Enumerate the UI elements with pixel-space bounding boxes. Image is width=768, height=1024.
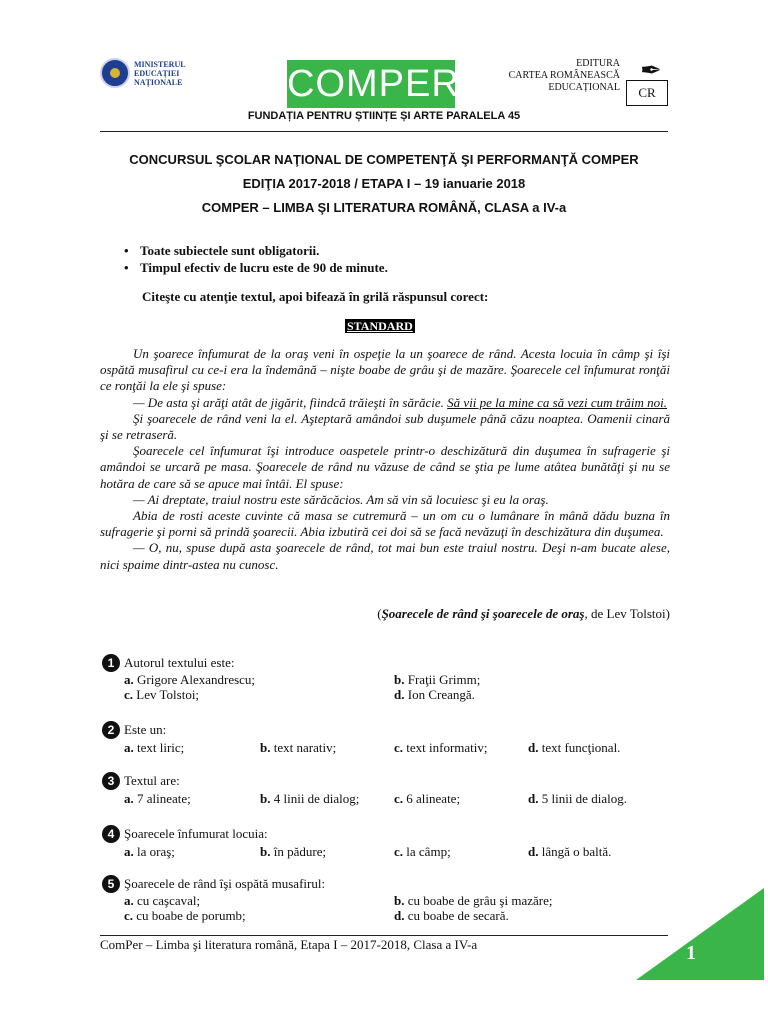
question-1 xyxy=(102,654,662,702)
question-4 xyxy=(102,825,662,859)
question-number-badge: 2 xyxy=(102,721,120,739)
answer-option-a[interactable]: a. 7 alineate; xyxy=(124,791,191,806)
page-corner-triangle xyxy=(636,888,764,980)
story-paragraph: — De asta şi arăţi atât de jigărit, fiindcă trăieşti în sărăcie. Să vii pe la mine ca să vezi cum trăim noi. xyxy=(133,394,668,410)
ministry-name: MINISTERUL EDUCAȚIEI NAȚIONALE xyxy=(134,59,186,87)
answer-option-b[interactable]: b. Fraţii Grimm; xyxy=(394,672,481,687)
story-paragraph: — O, nu, spuse după asta şoarecele de rând, tot mai bun este traiul nostru. Deşi n-am bucate alese, nici spaime dintr-astea nu cunosc. xyxy=(100,540,670,572)
question-text: Şoarecele de rând îşi ospătă musafirul: xyxy=(124,876,326,891)
question-number-badge: 5 xyxy=(102,875,120,893)
answer-option-b[interactable]: b. 4 linii de dialog; xyxy=(260,791,360,806)
story-paragraph: — Ai dreptate, traiul nostru este sărăcăcios. Am să vin să locuiesc şi eu la oraş. xyxy=(133,491,549,507)
edition-title: EDIŢIA 2017-2018 / ETAPA I – 19 ianuarie 2018 xyxy=(242,176,526,191)
story-paragraph: Abia de rosti aceste cuvinte că masa se cutremură – un om cu o lumânare în mână dădu buzna în sufragerie şi porni să prindă şoarecii. Abia izbutiră cei doi să se facă nevăzuţi în deschizătura din duşumea. xyxy=(100,508,670,540)
story-paragraph: Un şoarece înfumurat de la oraş veni în ospeţie la un şoarece de rând. Acesta locuia în câmp şi îşi ospătă musafirul cu ce-i era la îndemână – nişte boabe de grâu şi de mazăre. Şoarecele cel înfumurat ronţăi ce ronţăi la ele şi spuse: xyxy=(100,346,670,394)
footer-text: ComPer – Limba şi literatura română, Etapa I – 2017-2018, Clasa a IV-a xyxy=(100,937,478,952)
answer-option-a[interactable]: a. cu caşcaval; xyxy=(124,893,201,908)
question-text: Autorul textului este: xyxy=(124,655,235,670)
ministry-seal-icon xyxy=(100,58,130,88)
ministry-logo xyxy=(100,58,214,88)
publisher-line-3: EDUCAȚIONAL xyxy=(548,82,620,93)
answer-option-a[interactable]: a. la oraş; xyxy=(124,844,175,859)
question-text: Şoarecele înfumurat locuia: xyxy=(124,826,268,841)
comper-logo xyxy=(287,60,460,108)
rule-item: • Timpul efectiv de lucru este de 90 de minute. xyxy=(124,259,388,276)
answer-option-b[interactable]: b. text narativ; xyxy=(260,740,337,755)
rules-list xyxy=(124,242,388,276)
comper-logo-text: COMPER xyxy=(287,63,460,105)
story-paragraph: Şoarecele cel înfumurat îşi introduce oaspetele printr-o deschizătură din duşumea în sufragerie şi amândoi se urcară pe masa. Şoarecele de rând nu văzuse de când se ştia pe lume atâtea bunătăţi şi nu se hotăra de care să se apuce mai întâi. El spuse: xyxy=(100,443,670,491)
source-title: Şoarecele de rând şi şoarecele de oraş xyxy=(381,606,585,621)
level-label: STANDARD xyxy=(347,319,413,333)
header-divider xyxy=(100,131,668,132)
publisher-line-2: CARTEA ROMÂNEASCĂ xyxy=(508,70,620,81)
underlined-phrase: Să vii pe la mine ca să vezi cum trăim noi. xyxy=(447,394,668,410)
answer-option-c[interactable]: c. text informativ; xyxy=(394,740,488,755)
answer-option-d[interactable]: d. text funcţional. xyxy=(528,740,621,755)
contest-title: CONCURSUL ŞCOLAR NAŢIONAL DE COMPETENŢĂ ŞI PERFORMANŢĂ COMPER xyxy=(129,152,639,167)
answer-option-d[interactable]: d. Ion Creangă. xyxy=(394,687,475,702)
answer-option-a[interactable]: a. Grigore Alexandrescu; xyxy=(124,672,256,687)
question-text: Este un: xyxy=(124,722,167,737)
question-2 xyxy=(102,721,662,755)
story-source: (Şoarecele de rând şi şoarecele de oraş, de Lev Tolstoi) xyxy=(377,606,670,621)
publisher-logo xyxy=(626,56,668,104)
answer-option-b[interactable]: b. în pădure; xyxy=(260,844,327,859)
subject-title: COMPER – LIMBA ŞI LITERATURA ROMÂNĂ, CLASA a IV-a xyxy=(201,200,567,215)
question-text: Textul are: xyxy=(124,773,180,788)
answer-option-c[interactable]: c. 6 alineate; xyxy=(394,791,461,806)
publisher-mark: CR xyxy=(626,80,668,106)
question-3 xyxy=(102,772,662,806)
question-number-badge: 3 xyxy=(102,772,120,790)
answer-option-b[interactable]: b. cu boabe de grâu şi mazăre; xyxy=(394,893,553,908)
story-text xyxy=(100,346,670,573)
answer-option-d[interactable]: d. cu boabe de secară. xyxy=(394,908,509,923)
publisher-name xyxy=(460,58,620,94)
question-number-badge: 1 xyxy=(102,654,120,672)
quill-icon: ✒ xyxy=(640,56,662,85)
answer-option-d[interactable]: d. 5 linii de dialog. xyxy=(528,791,627,806)
page-number: 1 xyxy=(686,942,696,964)
answer-option-d[interactable]: d. lângă o baltă. xyxy=(528,844,612,859)
instruction: Citeşte cu atenţie textul, apoi bifează în grilă răspunsul corect: xyxy=(142,289,489,304)
answer-option-c[interactable]: c. Lev Tolstoi; xyxy=(124,687,200,702)
story-paragraph: Şi şoarecele de rând veni la el. Aşteptară amândoi sub duşumele până căzu noaptea. Oamenii cinară şi se retraseră. xyxy=(100,410,670,443)
foundation-name: FUNDAȚIA PENTRU ȘTIINȚE ȘI ARTE PARALELA 45 xyxy=(247,110,521,122)
rule-item: • Toate subiectele sunt obligatorii. xyxy=(124,242,388,259)
answer-option-a[interactable]: a. text liric; xyxy=(124,740,185,755)
footer-divider xyxy=(100,935,668,936)
answer-option-c[interactable]: c. la câmp; xyxy=(394,844,451,859)
question-5 xyxy=(102,875,662,923)
answer-option-c[interactable]: c. cu boabe de porumb; xyxy=(124,908,246,923)
question-number-badge: 4 xyxy=(102,825,120,843)
publisher-line-1: EDITURA xyxy=(576,58,620,69)
